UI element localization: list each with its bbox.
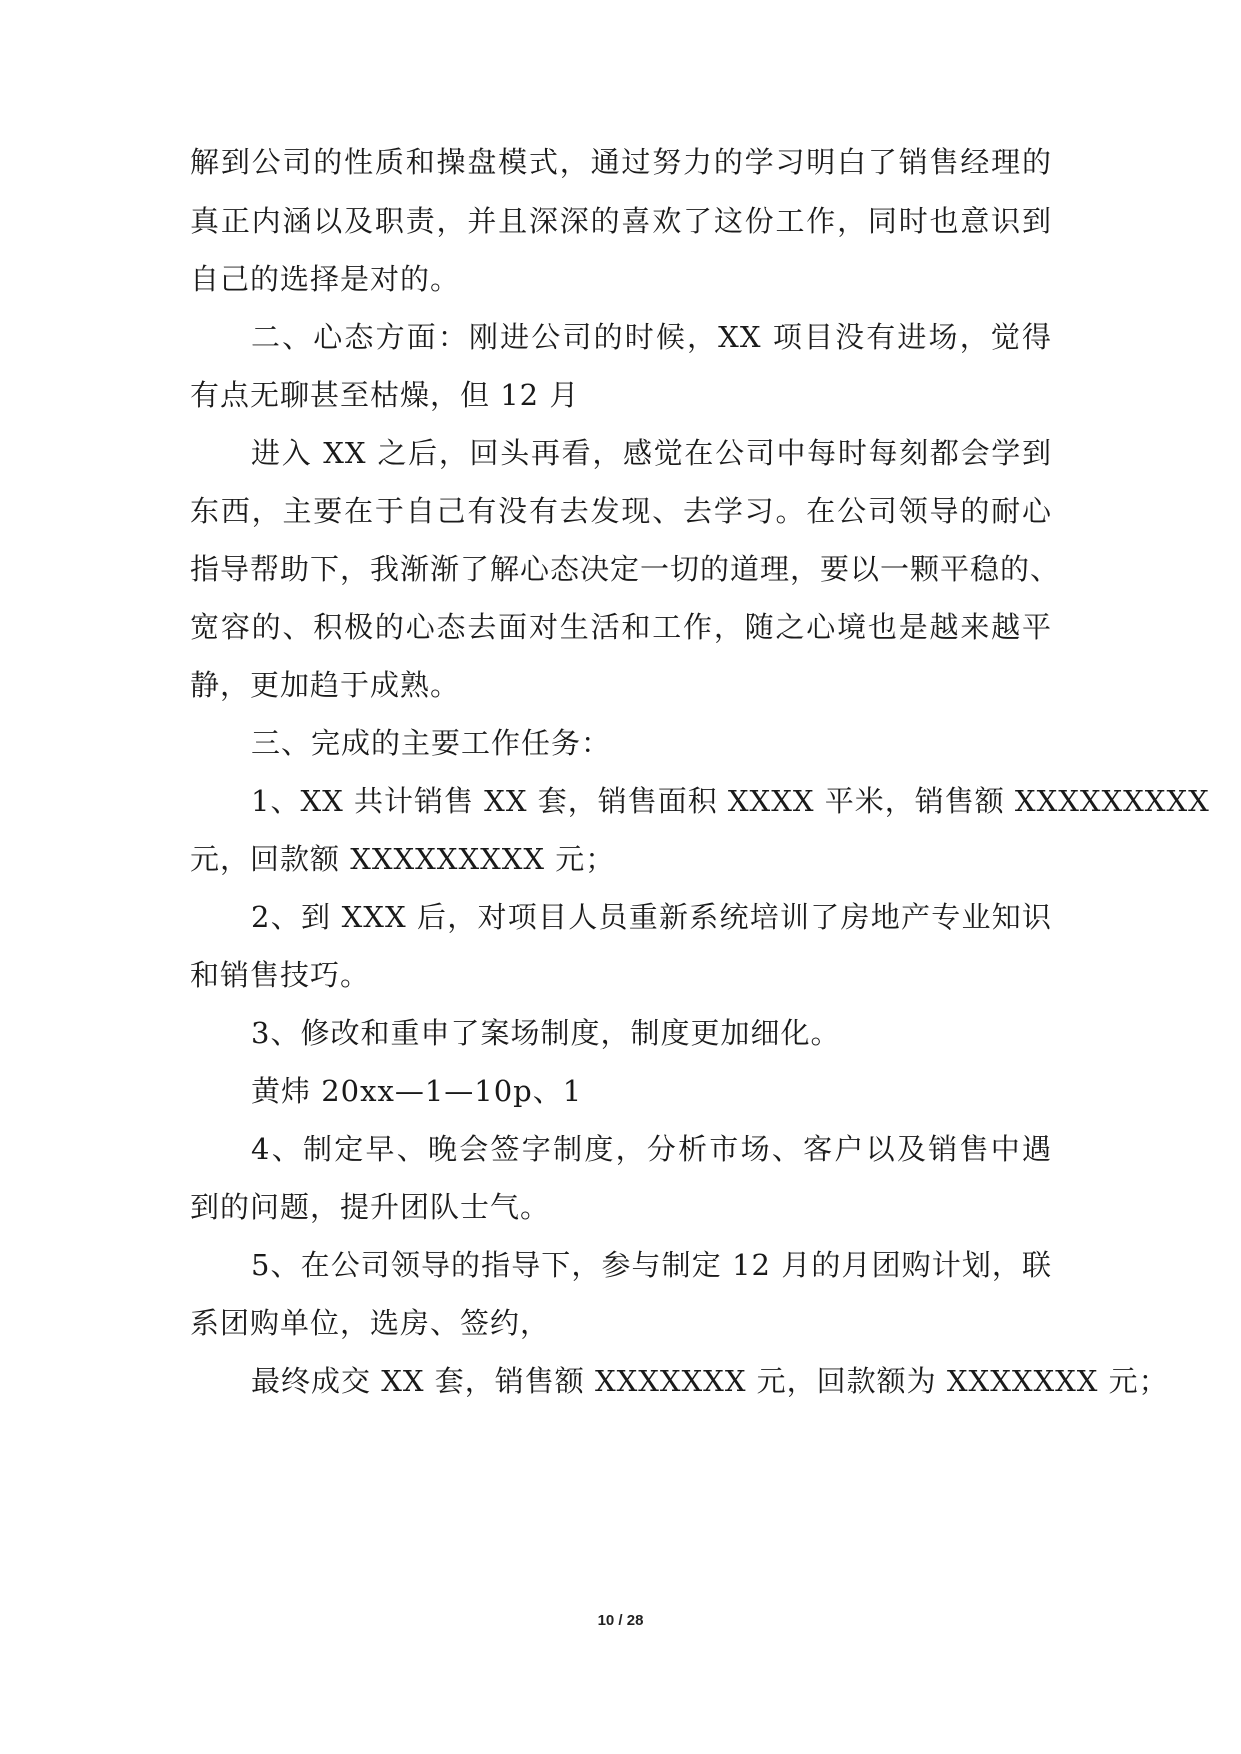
list-item: 5、在公司领导的指导下，参与制定 12 月的月团购计划，联 [251,1248,1052,1282]
section-heading-mindset: 二、心态方面：刚进公司的时候，XX 项目没有进场，觉得 [251,320,1052,354]
author-date-line: 黄炜 20xx—1—10p、1 [251,1074,583,1108]
text-line: 解到公司的性质和操盘模式，通过努力的学习明白了销售经理的 [190,145,1052,179]
text-line: 有点无聊甚至枯燥，但 12 月 [190,378,580,412]
list-item: 1、XX 共计销售 XX 套，销售面积 XXXX 平米，销售额 XXXXXXXXX [251,784,1210,818]
list-item: 4、制定早、晚会签字制度，分析市场、客户以及销售中遇 [251,1132,1052,1166]
text-line: 和销售技巧。 [190,958,371,992]
text-line: 指导帮助下，我渐渐了解心态决定一切的道理，要以一颗平稳的、 [190,552,1061,586]
list-item: 3、修改和重申了案场制度，制度更加细化。 [251,1016,841,1050]
text-line: 静，更加趋于成熟。 [190,668,461,702]
text-line: 最终成交 XX 套，销售额 XXXXXXX 元，回款额为 XXXXXXX 元； [251,1364,1169,1398]
page-number: 10 / 28 [597,1612,644,1629]
text-line: 自己的选择是对的。 [190,262,461,296]
section-heading-tasks: 三、完成的主要工作任务： [251,726,612,760]
text-line: 到的问题，提升团队士气。 [190,1190,551,1224]
text-line: 宽容的、积极的心态去面对生活和工作，随之心境也是越来越平 [190,610,1052,644]
list-item: 2、到 XXX 后，对项目人员重新系统培训了房地产专业知识 [251,900,1052,934]
text-line: 东西，主要在于自己有没有去发现、去学习。在公司领导的耐心 [190,494,1052,528]
text-line: 元，回款额 XXXXXXXXX 元； [190,842,616,876]
text-line: 系团购单位，选房、签约， [190,1306,551,1340]
text-line: 进入 XX 之后，回头再看，感觉在公司中每时每刻都会学到 [251,436,1052,470]
text-line: 真正内涵以及职责，并且深深的喜欢了这份工作，同时也意识到 [190,204,1052,238]
